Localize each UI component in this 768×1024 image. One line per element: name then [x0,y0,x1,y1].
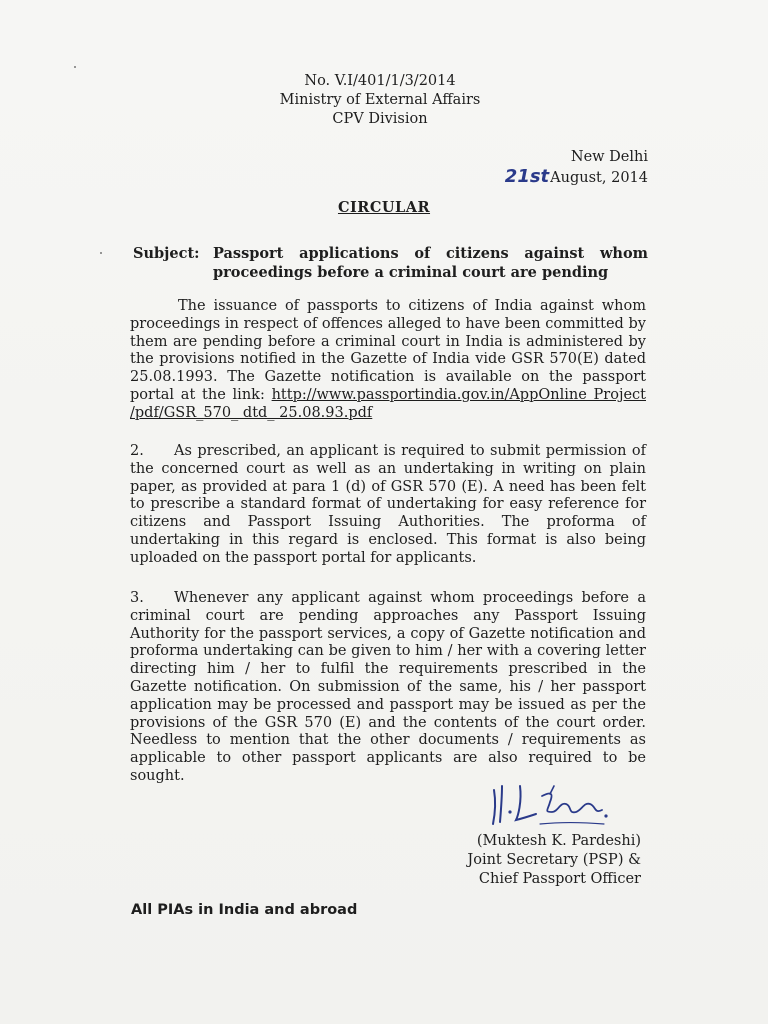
place-date-block [505,148,648,188]
handwritten-day: 21st [504,166,550,187]
signatory-block [467,832,641,889]
reference-number: No. V.I/401/1/3/2014 [304,73,456,89]
city: New Delhi [570,149,648,165]
scan-speck [100,252,102,254]
date-line [505,167,648,188]
paragraph-2 [130,443,646,568]
paragraph-2-number: 2. [130,443,144,459]
subject-line-2: proceedings before a criminal court are pending [213,264,609,281]
signatory-designation-1: Joint Secretary (PSP) & [467,852,641,868]
handwritten-signature [480,772,620,832]
circular-title [0,199,768,216]
signatory-name: (Muktesh K. Pardeshi) [476,833,641,849]
date-month-year: August, 2014 [550,170,648,186]
division-name: CPV Division [332,111,428,127]
letter-header [200,72,560,129]
paragraph-3-text: Whenever any applicant against whom proceedings before a criminal court are pending approaches any Passport Issuing Authority for the passport services, a copy of Gazette notification and proforma undertaking can be given to him / her with a covering letter directing him / her to fulfil the requirements prescribed in the Gazette notification. On submission of the same, his / her passport application may be processed and passport may be issued as per the provisions of the GSR 570 (E) and the contents of the court order. Needless to mention that the other documents / requirements as applicable to other passport applicants are also required to be sought. [130,590,646,784]
gazette-link[interactable]: http://www.passportindia.gov.in/AppOnline Project /pdf/GSR_570_ dtd_ 25.08.93.pdf [130,386,646,421]
paragraph-3-number: 3. [130,590,144,606]
scan-speck [74,66,76,68]
addressee: All PIAs in India and abroad [131,902,358,918]
subject-line-1: Passport applications of citizens against whom [213,245,648,262]
paragraph-1 [130,298,646,423]
signatory-designation-2: Chief Passport Officer [478,871,641,887]
ministry-name: Ministry of External Affairs [279,92,481,108]
subject-label: Subject: [133,245,200,262]
subject-text [213,244,648,282]
title-text: CIRCULAR [337,199,431,216]
paragraph-3 [130,590,646,786]
paragraph-1-text: The issuance of passports to citizens of India against whom proceedings in respect of offences alleged to have been committed by them are pending before a criminal court in India is administered by the provisions notified in the Gazette of India vide GSR 570(E) dated 25.08.1993. The Gazette notification is available on the passport portal at the link: [130,298,646,403]
paragraph-2-text: As prescribed, an applicant is required to submit permission of the concerned court as well as an undertaking in writing on plain paper, as provided at para 1 (d) of GSR 570 (E). A need has been felt to prescribe a standard format of undertaking for easy reference for citizens and Passport Issuing Authorities. The proforma of undertaking in this regard is enclosed. This format is also being uploaded on the passport portal for applicants. [130,443,646,566]
